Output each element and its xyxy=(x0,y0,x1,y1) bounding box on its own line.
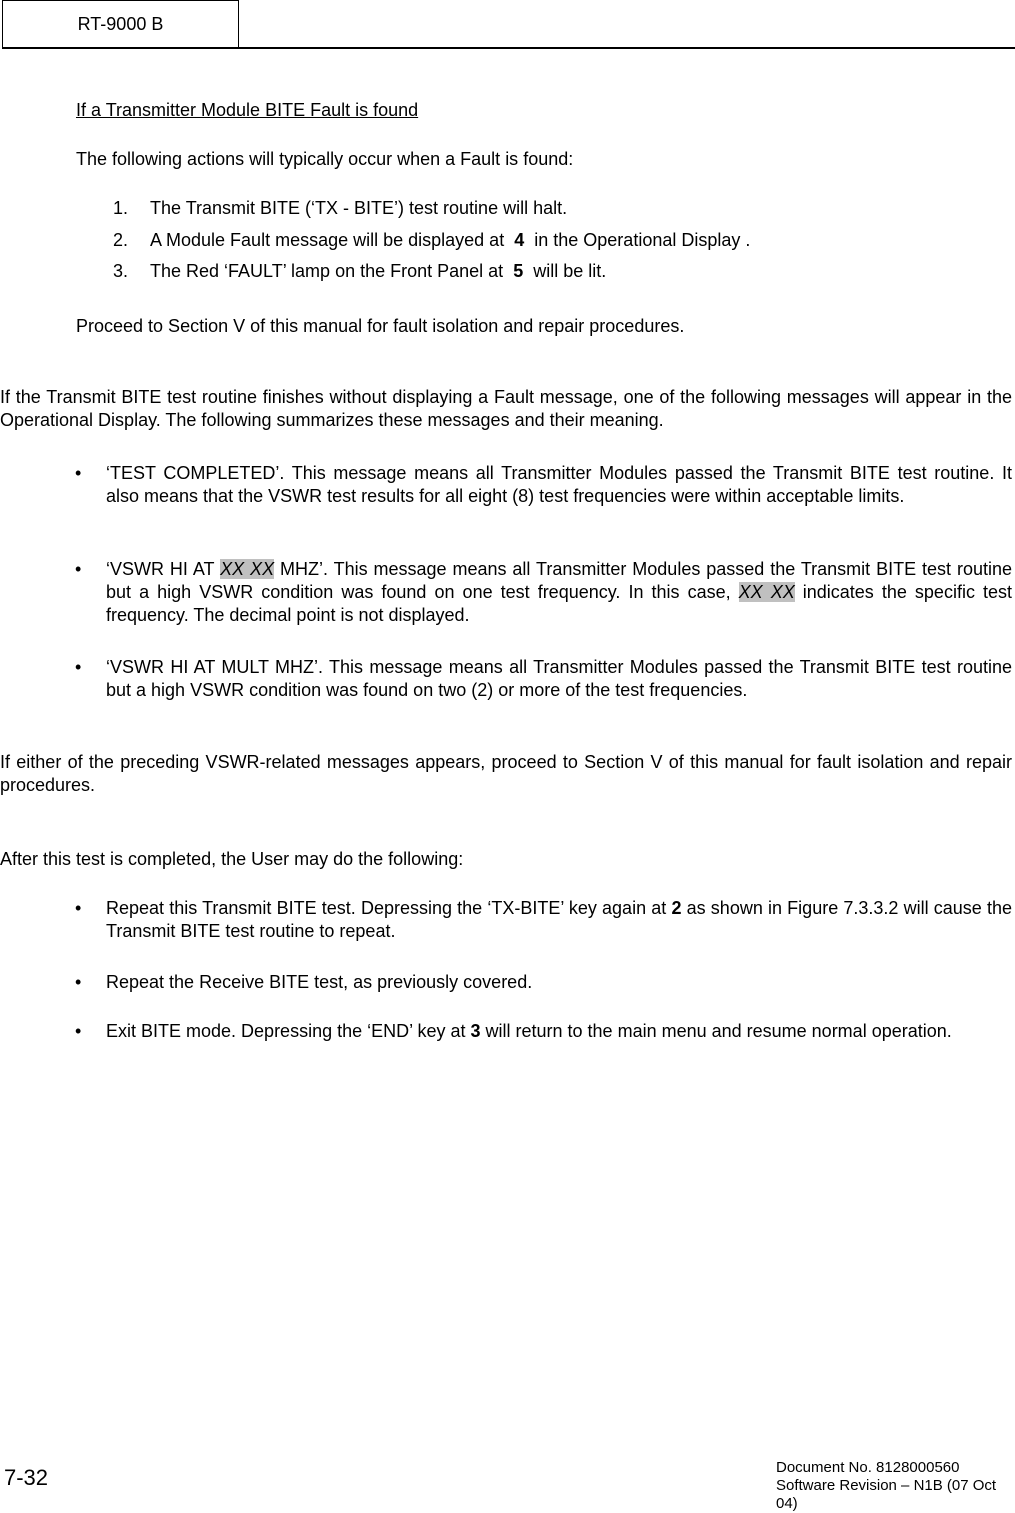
option-text: Repeat the Receive BITE test, as previously covered. xyxy=(106,972,533,992)
message-text: ‘TEST COMPLETED’. This message means all Transmitter Modules passed the Transmit BITE test routine. It also means that the VSWR test results for all eight (8) test frequencies were within acceptable limits. xyxy=(106,463,1012,506)
paragraph-messages-intro: If the Transmit BITE test routine finishes without displaying a Fault message, one of the following messages will appear in the Operational Display. The following summarizes these messages and their meaning. xyxy=(0,387,1012,430)
proceed-text: Proceed to Section V of this manual for fault isolation and repair procedures. xyxy=(76,316,685,336)
bullet: • xyxy=(75,559,82,579)
text: will be lit. xyxy=(528,261,607,281)
text: Exit BITE mode. Depressing the ‘END’ key at xyxy=(106,1021,471,1041)
header-doc-id: RT-9000 B xyxy=(2,0,239,47)
text: A Module Fault message will be displayed at xyxy=(150,230,510,250)
text: ‘VSWR HI AT xyxy=(106,559,221,579)
highlighted-placeholder: XX XX xyxy=(220,559,275,579)
step-number: 1. xyxy=(113,198,129,218)
step-number: 3. xyxy=(113,261,129,281)
bullet: • xyxy=(75,463,82,483)
document-number: Document No. 8128000560 xyxy=(776,1459,960,1476)
reference-number: 5 xyxy=(513,261,524,281)
option-text xyxy=(106,897,1012,943)
step-number: 2. xyxy=(113,230,129,250)
bullet: • xyxy=(75,657,82,677)
software-revision: Software Revision – N1B (07 Oct 04) xyxy=(776,1477,997,1512)
step-text xyxy=(150,229,750,252)
reference-number: 2 xyxy=(671,898,682,918)
text: as shown in Figure 7.3.3.2 will cause the Transmit BITE test routine to repeat. xyxy=(106,898,1012,941)
message-text xyxy=(106,558,1012,627)
bullet: • xyxy=(75,1021,82,1041)
message-text: ‘VSWR HI AT MULT MHZ’. This message means all Transmitter Modules passed the Transmit BITE test routine but a high VSWR condition was found on two (2) or more of the test frequencies. xyxy=(106,657,1012,700)
option-text xyxy=(106,1020,1012,1043)
text: in the Operational Display . xyxy=(529,230,751,250)
bullet: • xyxy=(75,972,82,992)
page-number: 7-32 xyxy=(4,1465,49,1490)
highlighted-placeholder: XX XX xyxy=(738,582,795,602)
paragraph-vswr: If either of the preceding VSWR-related messages appears, proceed to Section V of this manual for fault isolation and repair procedures. xyxy=(0,752,1012,795)
bullet: • xyxy=(75,898,82,918)
text: indicates the specific test frequency. The decimal point is not displayed. xyxy=(106,582,1012,625)
section-title: If a Transmitter Module BITE Fault is found xyxy=(76,100,419,120)
text: will return to the main menu and resume normal operation. xyxy=(485,1021,952,1041)
step-text: The Transmit BITE (‘TX - BITE’) test routine will halt. xyxy=(150,198,568,218)
paragraph-after-test: After this test is completed, the User may do the following: xyxy=(0,849,464,869)
step-text xyxy=(150,260,606,283)
text: The Red ‘FAULT’ lamp on the Front Panel at xyxy=(150,261,509,281)
header-rule xyxy=(2,47,1015,49)
reference-number: 3 xyxy=(470,1021,481,1041)
intro-text: The following actions will typically occur when a Fault is found: xyxy=(76,149,574,169)
reference-number: 4 xyxy=(514,230,525,250)
text: Repeat this Transmit BITE test. Depressing the ‘TX-BITE’ key again at xyxy=(106,898,672,918)
footer-doc-info xyxy=(776,1459,1015,1513)
text: MHZ’. This message means all Transmitter Modules passed the Transmit BITE test routine but a high VSWR condition was found on one test frequency. In this case, xyxy=(106,559,1012,602)
